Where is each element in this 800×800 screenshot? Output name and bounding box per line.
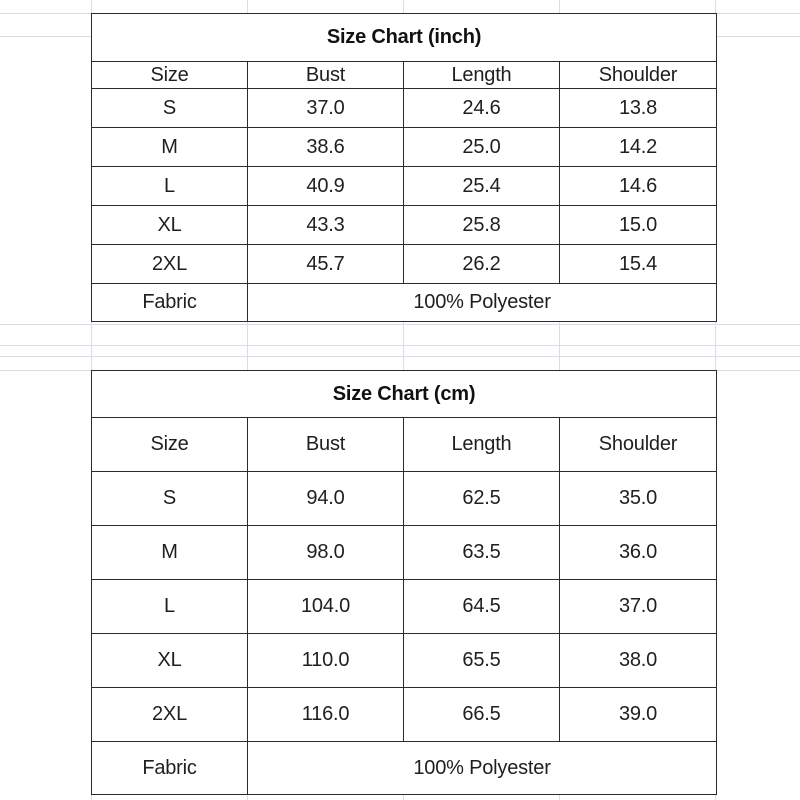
table-row	[92, 245, 717, 284]
size-cell: 2XL	[92, 245, 248, 284]
shoulder-cell: 35.0	[560, 472, 717, 526]
bust-cell: 43.3	[248, 206, 404, 245]
bust-cell: 98.0	[248, 526, 404, 580]
table-title: Size Chart (inch)	[92, 14, 717, 62]
length-cell: 62.5	[404, 472, 560, 526]
size-cell: 2XL	[92, 688, 248, 742]
bust-cell: 37.0	[248, 89, 404, 128]
length-cell: 64.5	[404, 580, 560, 634]
length-cell: 65.5	[404, 634, 560, 688]
bust-cell: 104.0	[248, 580, 404, 634]
length-cell: 25.0	[404, 128, 560, 167]
column-header-size: Size	[92, 418, 248, 472]
shoulder-cell: 38.0	[560, 634, 717, 688]
table-row	[92, 526, 717, 580]
shoulder-cell: 15.4	[560, 245, 717, 284]
table-row	[92, 634, 717, 688]
fabric-row	[92, 742, 717, 795]
fabric-value: 100% Polyester	[248, 284, 717, 322]
length-cell: 25.8	[404, 206, 560, 245]
bust-cell: 110.0	[248, 634, 404, 688]
size-cell: L	[92, 167, 248, 206]
table-title: Size Chart (cm)	[92, 371, 717, 418]
shoulder-cell: 13.8	[560, 89, 717, 128]
size-cell: S	[92, 89, 248, 128]
table-row	[92, 89, 717, 128]
size-cell: M	[92, 128, 248, 167]
shoulder-cell: 14.6	[560, 167, 717, 206]
fabric-row	[92, 284, 717, 322]
column-header-shoulder: Shoulder	[560, 62, 717, 89]
size-cell: XL	[92, 634, 248, 688]
length-cell: 26.2	[404, 245, 560, 284]
length-cell: 25.4	[404, 167, 560, 206]
column-header-size: Size	[92, 62, 248, 89]
bust-cell: 116.0	[248, 688, 404, 742]
column-header-bust: Bust	[248, 418, 404, 472]
bust-cell: 45.7	[248, 245, 404, 284]
length-cell: 63.5	[404, 526, 560, 580]
fabric-label: Fabric	[92, 742, 248, 795]
column-header-shoulder: Shoulder	[560, 418, 717, 472]
table-row	[92, 688, 717, 742]
bust-cell: 40.9	[248, 167, 404, 206]
size-chart-inch-table	[91, 13, 717, 322]
fabric-label: Fabric	[92, 284, 248, 322]
shoulder-cell: 15.0	[560, 206, 717, 245]
size-chart-cm-table	[91, 370, 717, 795]
size-cell: XL	[92, 206, 248, 245]
size-cell: L	[92, 580, 248, 634]
column-header-length: Length	[404, 418, 560, 472]
size-cell: M	[92, 526, 248, 580]
shoulder-cell: 36.0	[560, 526, 717, 580]
shoulder-cell: 39.0	[560, 688, 717, 742]
fabric-value: 100% Polyester	[248, 742, 717, 795]
length-cell: 66.5	[404, 688, 560, 742]
table-row	[92, 128, 717, 167]
table-row	[92, 167, 717, 206]
shoulder-cell: 37.0	[560, 580, 717, 634]
shoulder-cell: 14.2	[560, 128, 717, 167]
bust-cell: 38.6	[248, 128, 404, 167]
size-cell: S	[92, 472, 248, 526]
bust-cell: 94.0	[248, 472, 404, 526]
table-row	[92, 472, 717, 526]
column-header-length: Length	[404, 62, 560, 89]
column-header-bust: Bust	[248, 62, 404, 89]
table-row	[92, 580, 717, 634]
length-cell: 24.6	[404, 89, 560, 128]
table-row	[92, 206, 717, 245]
